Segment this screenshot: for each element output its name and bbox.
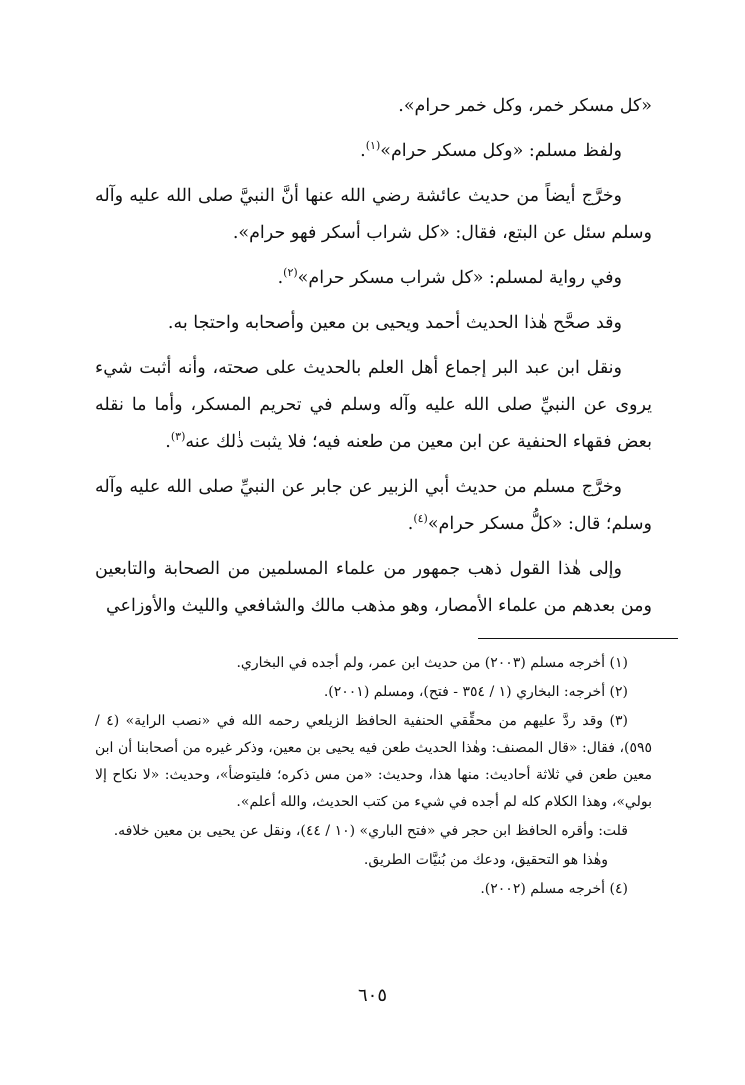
footnote-3-conclusion: وهٰذا هو التحقيق، ودعك من بُنيَّات الطريق.	[363, 852, 608, 868]
paragraph-8: وإلى هٰذا القول ذهب جمهور من علماء المسلمين من الصحابة والتابعين ومن بعدهم من علماء الأمصار، وهو مذهب مالك والشافعي والليث والأوزاعي	[95, 559, 652, 616]
page-number: ٦٠٥	[357, 985, 387, 1006]
footnote-ref-4[interactable]: (٤)	[413, 512, 428, 526]
footnotes	[95, 650, 652, 905]
footnote-1: (١) أخرجه مسلم (٢٠٠٣) من حديث ابن عمر، ولم أجده في البخاري.	[236, 655, 628, 671]
footnote-ref-3[interactable]: (٣)	[170, 430, 186, 444]
footnote-ref-2[interactable]: (٢)	[283, 266, 298, 280]
footnote-3: (٣) وقد ردَّ عليهم من محقِّقي الحنفية الحافظ الزيلعي رحمه الله في «نصب الراية» (٤ / ٥٩٥)، فقال: «قال المصنف: وهٰذا الحديث طعن فيه يحيى بن معين، وذكر غيره من أصحابنا أن ابن معين طعن في ثلاثة أحاديث: منها هذا، وحديث: «من مس ذكره؛ فليتوضأ»، وحديث: «لا نكاح إلا بولي»، وهذا الكلام كله لم أجده في شيء من كتب الحديث، والله أعلم».	[95, 713, 652, 810]
footnote-ref-1[interactable]: (١)	[365, 139, 381, 153]
paragraph-3: وخرَّج أيضاً من حديث عائشة رضي الله عنها أنَّ النبيَّ صلى الله عليه وآله وسلم سئل عن البتع، فقال: «كل شراب أسكر فهو حرام».	[95, 186, 652, 243]
paragraph-6: ونقل ابن عبد البر إجماع أهل العلم بالحديث على صحته، وأنه أثبت شيء يروى عن النبيِّ صلى الله عليه وآله وسلم في تحريم المسكر، وأما ما نقله بعض فقهاء الحنفية عن ابن معين من طعنه فيه؛ فلا يثبت ذٰلك عنه$^{(٣)}$.	[95, 358, 652, 452]
footnote-divider	[478, 638, 678, 639]
paragraph-4: وفي رواية لمسلم: «كل شراب مسكر حرام»$^{(٢)}$.	[277, 266, 622, 288]
footnote-3-comment: قلت: وأقره الحافظ ابن حجر في «فتح الباري» (١٠ / ٤٤)، ونقل عن يحيى بن معين خلافه.	[113, 823, 628, 839]
footnote-4: (٤) أخرجه مسلم (٢٠٠٢).	[480, 881, 628, 897]
paragraph-2: ولفظ مسلم: «وكل مسكر حرام»$^{(١)}$.	[360, 139, 622, 161]
paragraph-1: «كل مسكر خمر، وكل خمر حرام».	[398, 96, 652, 116]
main-text	[95, 88, 652, 633]
footnote-2: (٢) أخرجه: البخاري (١ / ٣٥٤ - فتح)، ومسلم (٢٠٠١).	[323, 684, 628, 700]
paragraph-7: وخرَّج مسلم من حديث أبي الزبير عن جابر عن النبيِّ صلى الله عليه وآله وسلم؛ قال: «كلُّ مسكر حرام»$^{(٤)}$.	[95, 477, 652, 534]
paragraph-5: وقد صحَّح هٰذا الحديث أحمد ويحيى بن معين وأصحابه واحتجا به.	[167, 313, 622, 333]
